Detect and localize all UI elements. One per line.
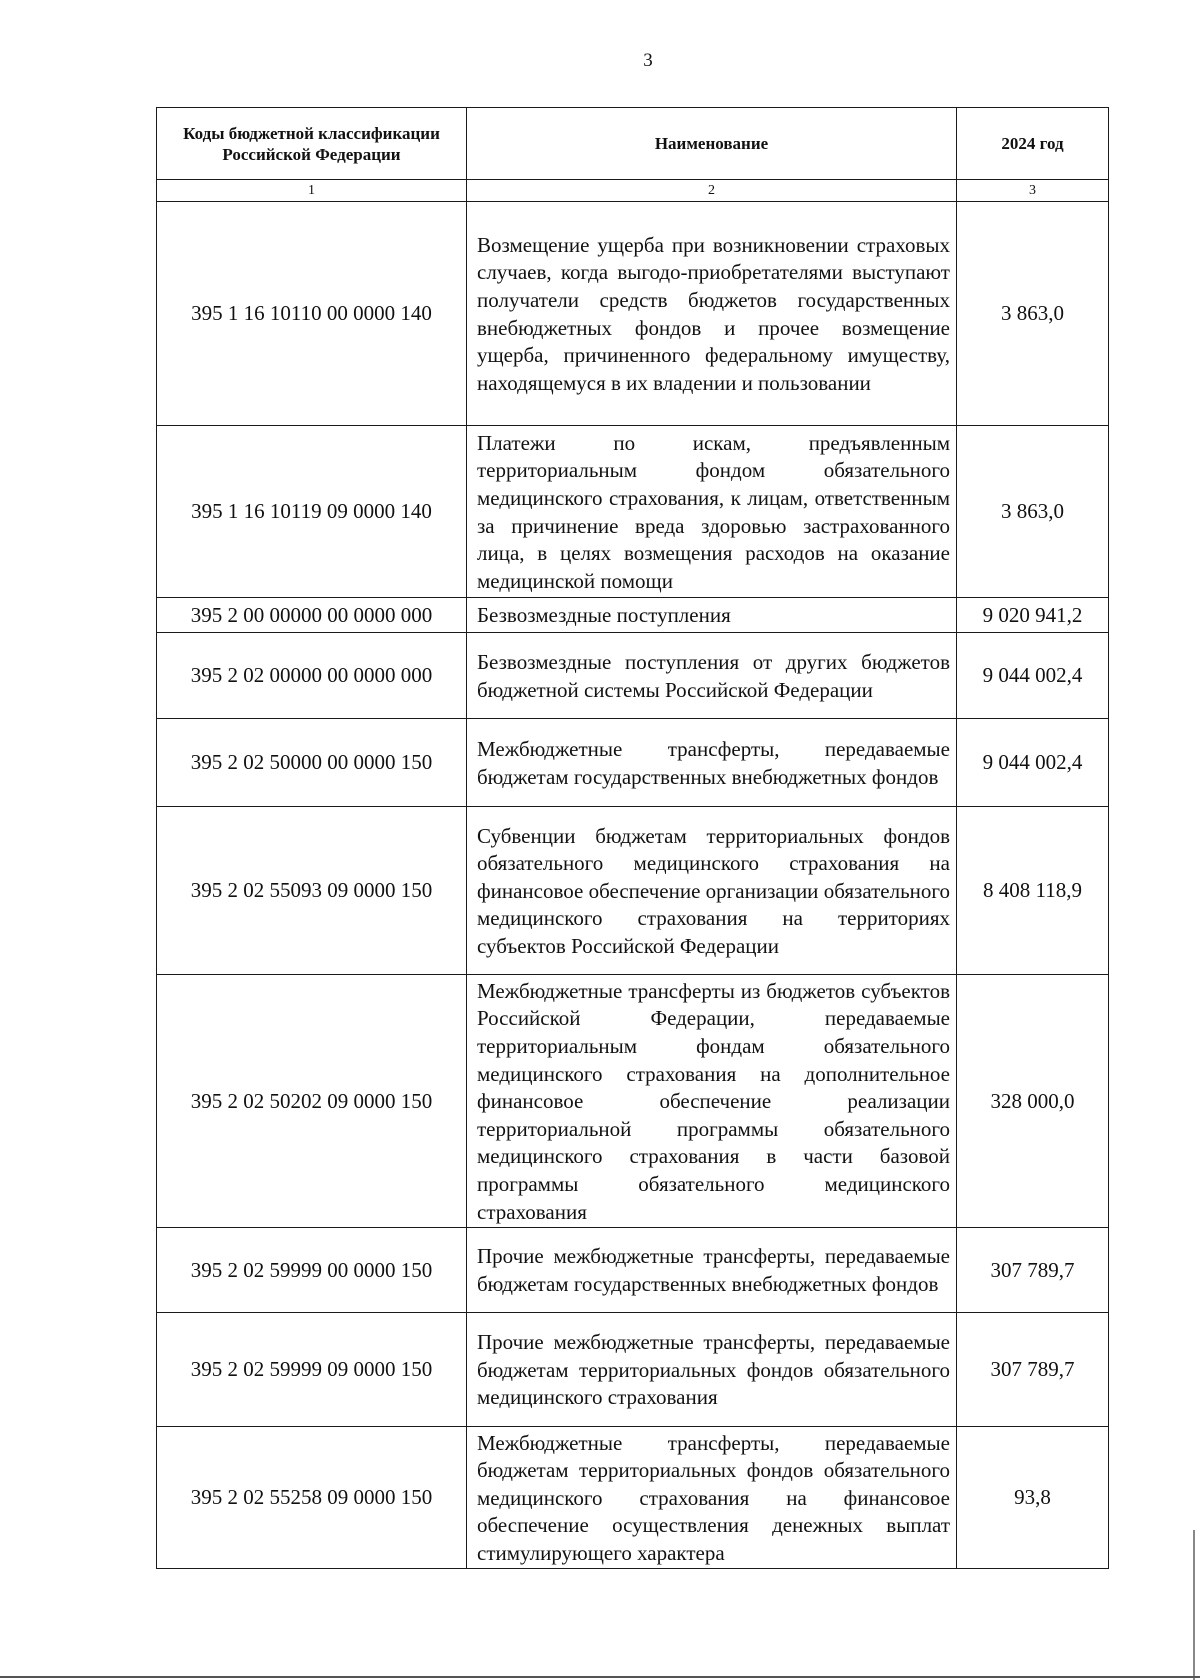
table-row (157, 598, 1109, 633)
item-name: Безвозмездные поступления (467, 598, 957, 633)
item-name: Прочие межбюджетные трансферты, передаваемые бюджетам государственных внебюджетных фондов (467, 1228, 957, 1313)
amount: 307 789,7 (957, 1228, 1109, 1313)
budget-code: 395 2 00 00000 00 0000 000 (157, 598, 467, 633)
amount: 9 044 002,4 (957, 633, 1109, 719)
table-header-row (157, 108, 1109, 180)
column-number: 3 (957, 180, 1109, 202)
item-name: Субвенции бюджетам территориальных фондов обязательного медицинского страхования на финансовое обеспечение организации обязательного медицинского страхования на территориях субъектов Российской Федерации (467, 807, 957, 975)
table-row (157, 1313, 1109, 1427)
item-name: Межбюджетные трансферты, передаваемые бюджетам территориальных фондов обязательного медицинского страхования на финансовое обеспечение осуществления денежных выплат стимулирующего характера (467, 1427, 957, 1569)
item-name: Межбюджетные трансферты из бюджетов субъектов Российской Федерации, передаваемые территориальным фондам обязательного медицинского страхования на дополнительное финансовое обеспечение реализации территориальной программы обязательного медицинского страхования в части базовой программы обязательного медицинского страхования (467, 975, 957, 1228)
table-row (157, 1228, 1109, 1313)
item-name: Возмещение ущерба при возникновении страховых случаев, когда выгодо-приобретателями выступают получатели средств бюджетов государственных внебюджетных фондов и прочее возмещение ущерба, причиненного федеральному имуществу, находящемуся в их владении и пользовании (467, 202, 957, 426)
table-row (157, 426, 1109, 598)
revenue-table (156, 107, 1109, 1569)
budget-code: 395 2 02 50000 00 0000 150 (157, 719, 467, 807)
budget-code: 395 2 02 59999 09 0000 150 (157, 1313, 467, 1427)
amount: 9 020 941,2 (957, 598, 1109, 633)
amount: 93,8 (957, 1427, 1109, 1569)
header-name: Наименование (467, 108, 957, 180)
item-name: Платежи по искам, предъявленным территориальным фондом обязательного медицинского страхования, к лицам, ответственным за причинение вреда здоровью застрахованного лица, в целях возмещения расходов на оказание медицинской помощи (467, 426, 957, 598)
amount: 3 863,0 (957, 426, 1109, 598)
amount: 8 408 118,9 (957, 807, 1109, 975)
column-number-row (157, 180, 1109, 202)
amount: 3 863,0 (957, 202, 1109, 426)
amount: 307 789,7 (957, 1313, 1109, 1427)
budget-code: 395 2 02 55258 09 0000 150 (157, 1427, 467, 1569)
budget-code: 395 2 02 50202 09 0000 150 (157, 975, 467, 1228)
amount: 328 000,0 (957, 975, 1109, 1228)
budget-code: 395 1 16 10110 00 0000 140 (157, 202, 467, 426)
table-row (157, 1427, 1109, 1569)
budget-code: 395 2 02 59999 00 0000 150 (157, 1228, 467, 1313)
table-row (157, 633, 1109, 719)
budget-code: 395 2 02 55093 09 0000 150 (157, 807, 467, 975)
page-number: 3 (643, 50, 653, 71)
table-row (157, 719, 1109, 807)
header-code: Коды бюджетной классификации Российской Федерации (157, 108, 467, 180)
amount: 9 044 002,4 (957, 719, 1109, 807)
column-number: 1 (157, 180, 467, 202)
scan-edge-line (0, 1676, 1200, 1678)
table-row (157, 807, 1109, 975)
table-row (157, 202, 1109, 426)
header-amount: 2024 год (957, 108, 1109, 180)
item-name: Прочие межбюджетные трансферты, передаваемые бюджетам территориальных фондов обязательного медицинского страхования (467, 1313, 957, 1427)
column-number: 2 (467, 180, 957, 202)
item-name: Межбюджетные трансферты, передаваемые бюджетам государственных внебюджетных фондов (467, 719, 957, 807)
budget-code: 395 2 02 00000 00 0000 000 (157, 633, 467, 719)
item-name: Безвозмездные поступления от других бюджетов бюджетной системы Российской Федерации (467, 633, 957, 719)
scan-edge-line (1193, 1530, 1195, 1680)
budget-code: 395 1 16 10119 09 0000 140 (157, 426, 467, 598)
table-row (157, 975, 1109, 1228)
